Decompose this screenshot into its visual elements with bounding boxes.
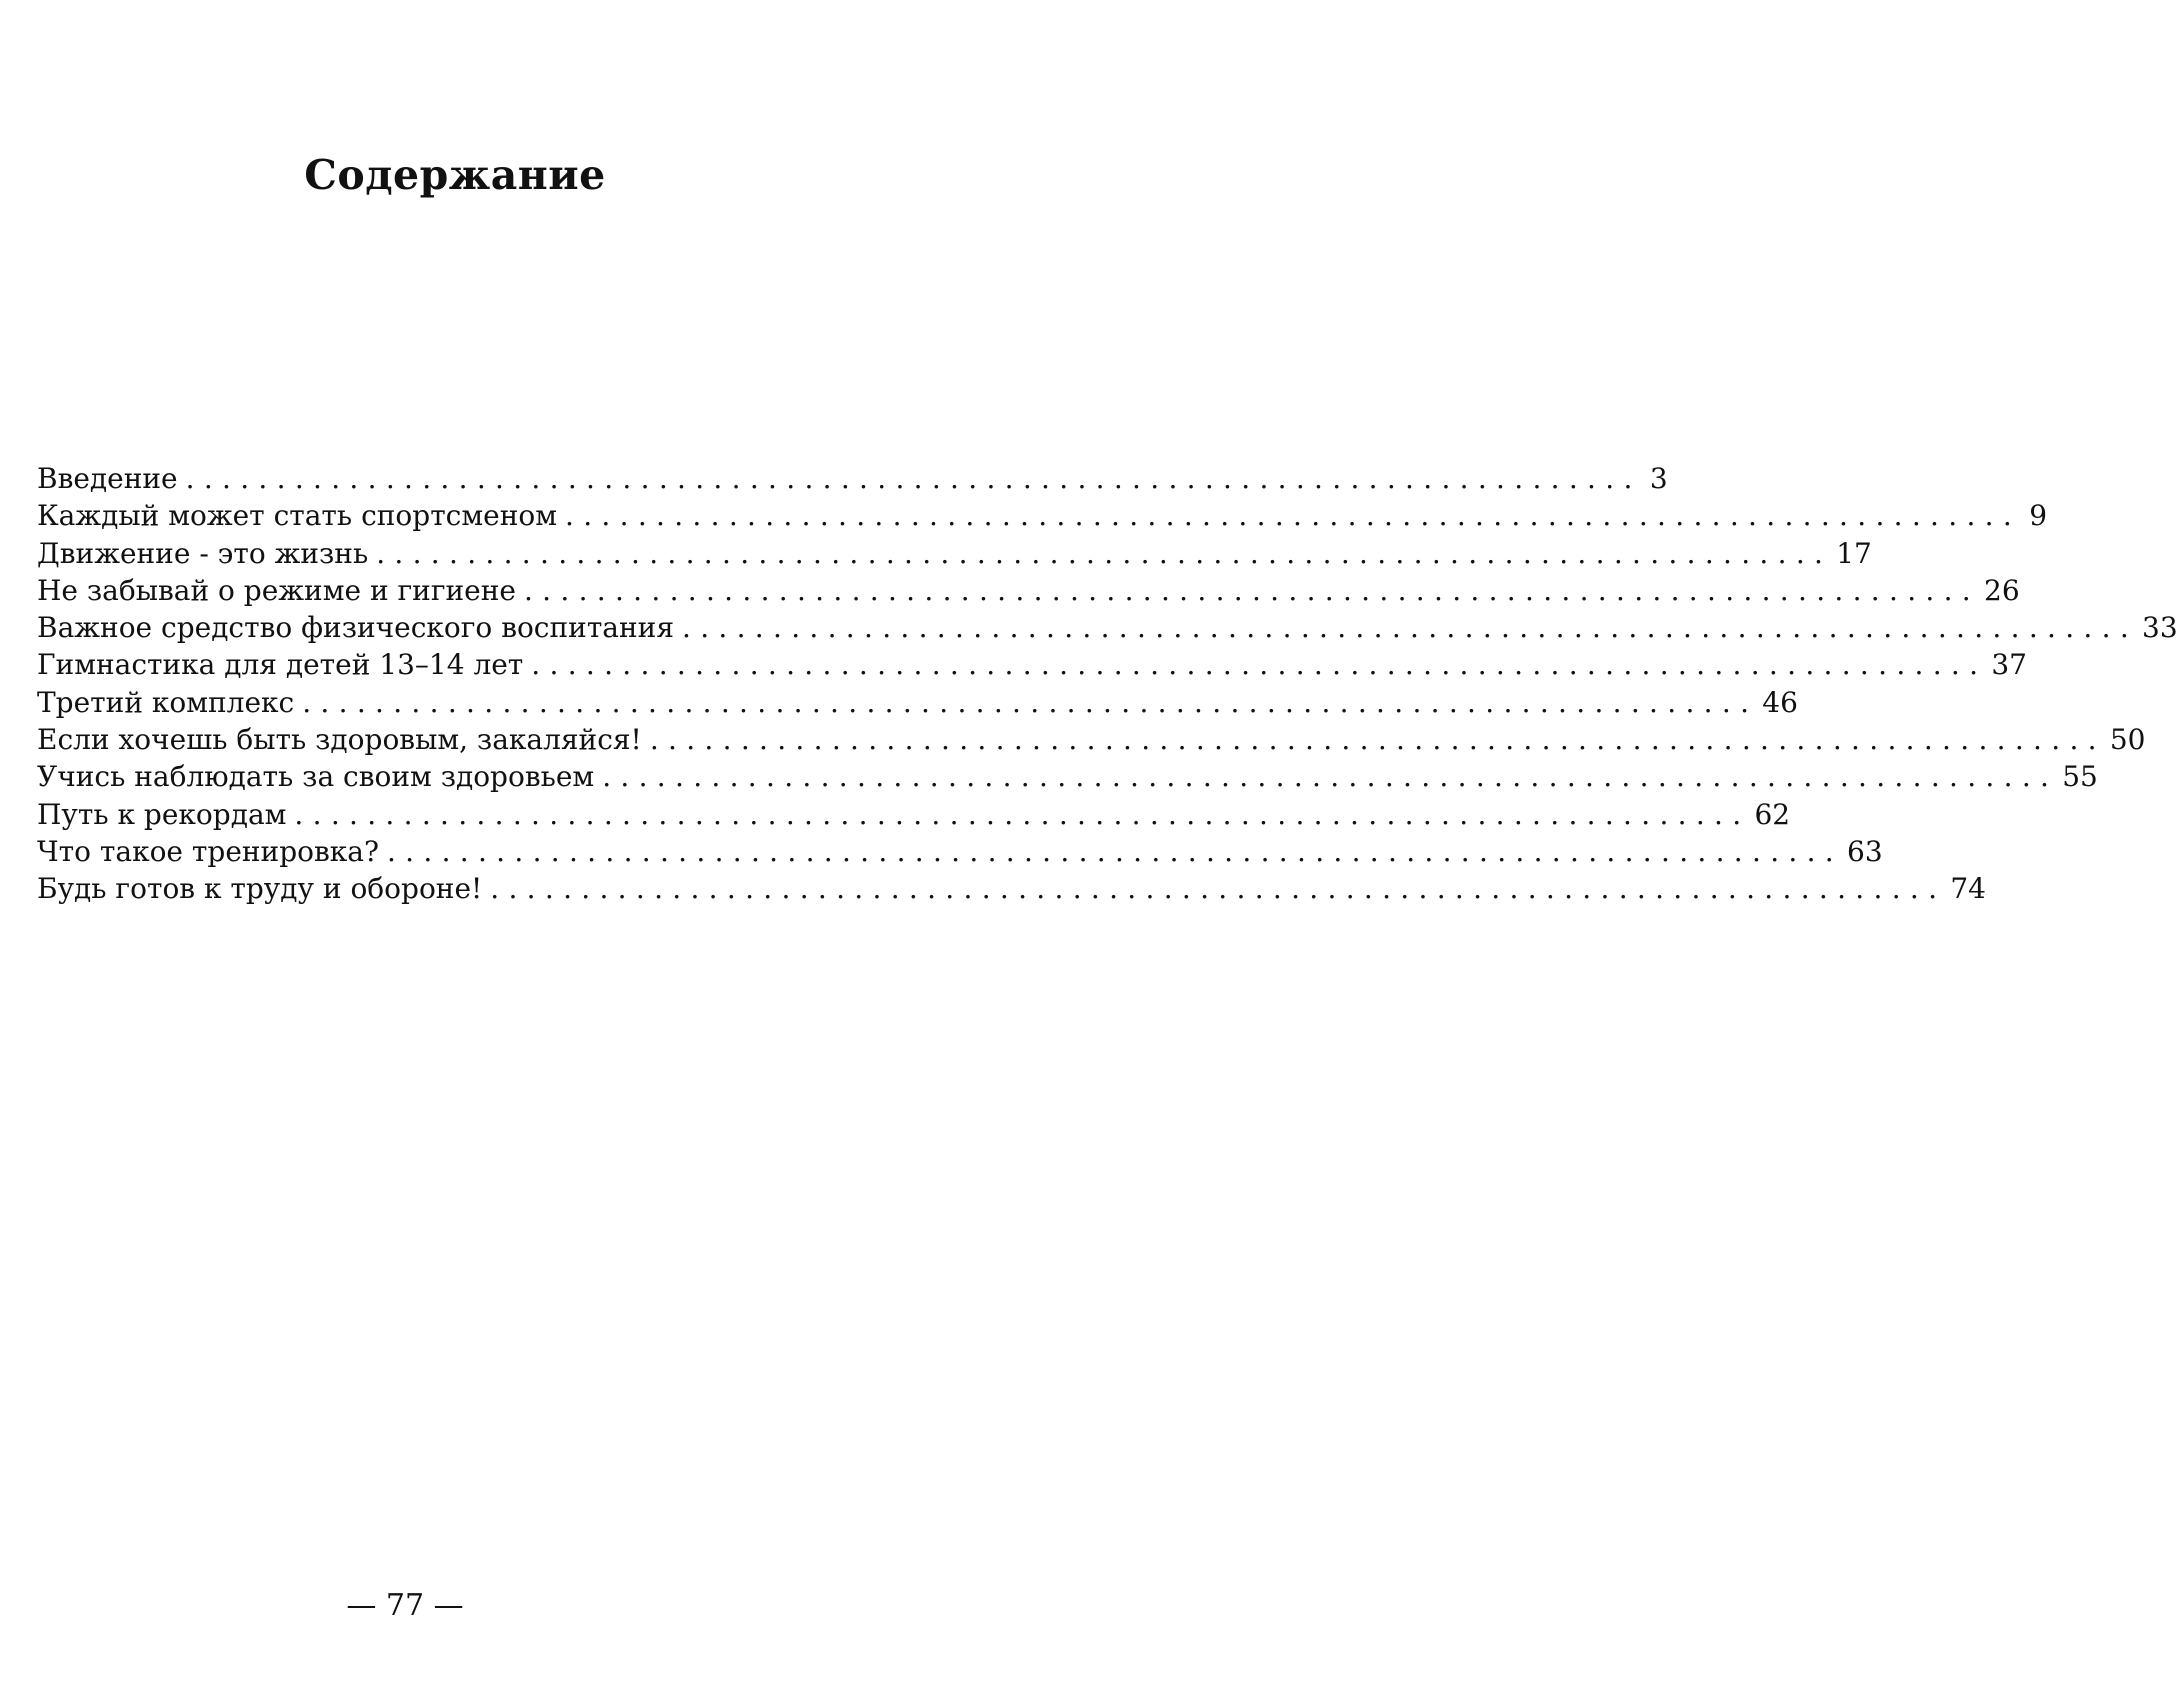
toc-entry [37, 684, 1798, 721]
toc-entry-page: 3 [1649, 462, 1668, 495]
toc-entry [37, 721, 2146, 758]
dot-leader: ................................................................................ [682, 611, 2139, 645]
dot-leader: ................................................................................ [565, 499, 2022, 533]
toc-entry-title: Если хочешь быть здоровым, закаляйся! [37, 723, 642, 757]
toc-entry-title: Путь к рекордам [37, 797, 287, 831]
dot-leader: ................................................................................ [523, 573, 1980, 607]
toc-entry-page: 26 [1984, 573, 2020, 607]
toc-entry-title: Введение [37, 462, 178, 495]
dot-leader: ................................................................................ [294, 797, 1751, 831]
toc-entry-title: Не забывай о режиме и гигиене [37, 573, 516, 607]
toc-entry-title: Что такое тренировка? [37, 834, 379, 868]
toc-entry [37, 870, 1986, 907]
toc-entry-page: 62 [1754, 797, 1791, 831]
toc-entry [37, 609, 2178, 646]
table-of-contents [37, 460, 2178, 908]
toc-entry-page: 63 [1847, 834, 1883, 868]
dot-leader: ................................................................................ [185, 462, 1642, 495]
toc-entry [37, 646, 2027, 683]
page-title: Содержание [304, 151, 606, 199]
toc-entry-title: Гимнастика для детей 13–14 лет [37, 648, 524, 682]
toc-entry-page: 50 [2109, 723, 2146, 757]
dot-leader: ................................................................................ [490, 872, 1947, 906]
toc-entry-page: 55 [2062, 760, 2098, 794]
page-number: — 77 — [346, 1588, 464, 1623]
dot-leader: ................................................................................ [302, 685, 1759, 719]
toc-entry [37, 796, 1791, 833]
toc-entry-title: Важное средство физического воспитания [37, 611, 674, 645]
toc-entry [37, 535, 1872, 572]
dot-leader: ................................................................................ [386, 834, 1843, 868]
toc-entry [37, 497, 2048, 534]
toc-entry [37, 758, 2098, 795]
toc-entry-page: 74 [1950, 872, 1986, 906]
dot-leader: ................................................................................ [376, 536, 1833, 570]
toc-entry [37, 572, 2020, 609]
toc-entry-title: Учись наблюдать за своим здоровьем [37, 760, 595, 794]
toc-entry-title: Будь готов к труду и обороне! [37, 872, 483, 906]
toc-entry-title: Каждый может стать спортсменом [37, 499, 558, 533]
dot-leader: ................................................................................ [531, 648, 1988, 682]
toc-entry-page: 9 [2029, 499, 2048, 533]
toc-entry [37, 833, 1883, 870]
toc-entry-page: 17 [1836, 536, 1872, 570]
toc-entry [37, 460, 1668, 497]
toc-entry-title: Третий комплекс [37, 685, 295, 719]
toc-entry-page: 37 [1991, 648, 2027, 682]
toc-entry-page: 33 [2142, 611, 2178, 645]
toc-entry-page: 46 [1762, 685, 1798, 719]
toc-entry-title: Движение - это жизнь [37, 536, 369, 570]
dot-leader: ................................................................................ [649, 723, 2106, 757]
dot-leader: ................................................................................ [602, 760, 2059, 794]
